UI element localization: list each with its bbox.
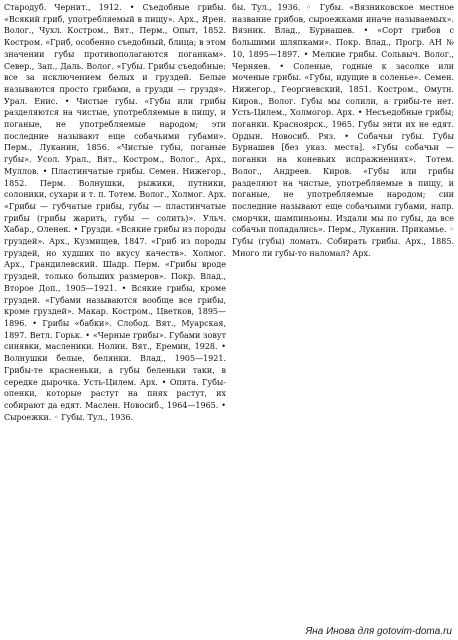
left-column-text: Стародуб. Чернит., 1912. • Съедобные грибы. «Всякий гриб, употребляемый в пищу». Арх., Ярен. Волог., Чухл. Костром., Вят., Перм., Опыт, 1852. Костром. «Гриб, особенно съедобный, блица; в этом значении губы противополагаются поганкам». Север., Зап., Даль. Волог. «Губы. Грибы съедобные: все за исключением белых и груздей. Белые называются просто грибами, а грузди — груздя». Урал. Енис. • Чистые губы. «Губы или грибы разделяются на чистые, употребляемые в пищу, и поганые, не употребляемые народом; эти последние называют еще собачьими губами». Перм., Луканин, 1856. «Чистые губы, поганые губы». Усол. Урал., Вят., Костром., Волог., Арх., Муллов. • Пластинчатые грибы. Семен. Нижегор., 1852. Перм. Волнушки, рыжики, путники, солоники, сухари и т. п. Тотем. Волог., Холмог. Арх. «Грибы — губчатые грибы, губы — пластинчатые грибы (грибы жарить, губы — солить)». Ульч. Хабар., Оленек. • Грузди. «Всякие грибы из породы груздей». Арх., Кузмищев, 1847. «Гриб из породы груздей, но худших по вкусу качеств». Холмог. Арх., Грандилевский. Шадр. Перм. «Грибы вроде груздей, только больших размеров». Покр. Влад., Второе Доп., 1905—1921. • Всякие грибы, кроме груздей. «Губами называются вообще все грибы, кроме груздей». Макар. Костром., Цветков, 1895—1896. • Грибы «бабки». Слобод. Вят., Муарская, 1897. Ветл. Горьк. • «Черные грибы». Губами зовут синявки, масленики. Нолин. Вят., Еремин, 1928. • Волнушки белые, белянки. Влад., 1905—1921. Грибы-те красненьки, а губы беленьки таки, в середке дырочка. Усть-Цилем. Арх. • Опята. Губы-опенки, которые растут на пнях растут, их собирают да едят. Маслен. Новосиб., 1964—1965. • Сыроежки. ◦ Губы. Тул., 1936. [4,3,226,422]
right-column-text: бы. Тул., 1936. ◦ Губы. «Вязниковское местное название грибов, сыроежками иначе называемых». Вязник. Влад., Бурнашев. • «Сорт грибов с большими шляпками». Покр. Влад., Прогр. АН № 10, 1895—1897. • Мелкие грибы. Сольвыч. Волог., Черняев. • Соленые, годные к засолке или моченые грибы. «Губы, идущие в соленье». Семен. Нижегор., Георгиевский, 1851. Костром., Омутн. Киров., Волог. Губы мы солили, а грибы-те нет. Усть-Цилем., Холмогор. Арх. • Несъедобные грибы; поганки. Красноярск., 1965. Губы энти их не едят. Ордын. Новосиб. Ряз. • Собачьи губы. Губы Бурнашев [без указ. места]. «Губы собачьи — поганки на коневьих испражнениях». Тотем. Волог., Андреев. Киров. «Губы или грибы разделяют на чистые, употребляемые в пищу, и поганые, не употребляемые народом; сии последние называют еще собачьими губами, напр. сморчки, шампиньоны. Издали мы по губы, да все собачьи попадались». Перм., Луканин. Прикамье. ◦ Губы (губы) ломать. Собирать грибы. Арх., 1885. Много ли губы-то наломал? Арх. [232,3,454,258]
right-text-column [232,2,454,614]
dictionary-page [4,2,454,622]
watermark: Яна Инова для gotovim-doma.ru [305,626,452,637]
left-text-column [4,2,226,614]
